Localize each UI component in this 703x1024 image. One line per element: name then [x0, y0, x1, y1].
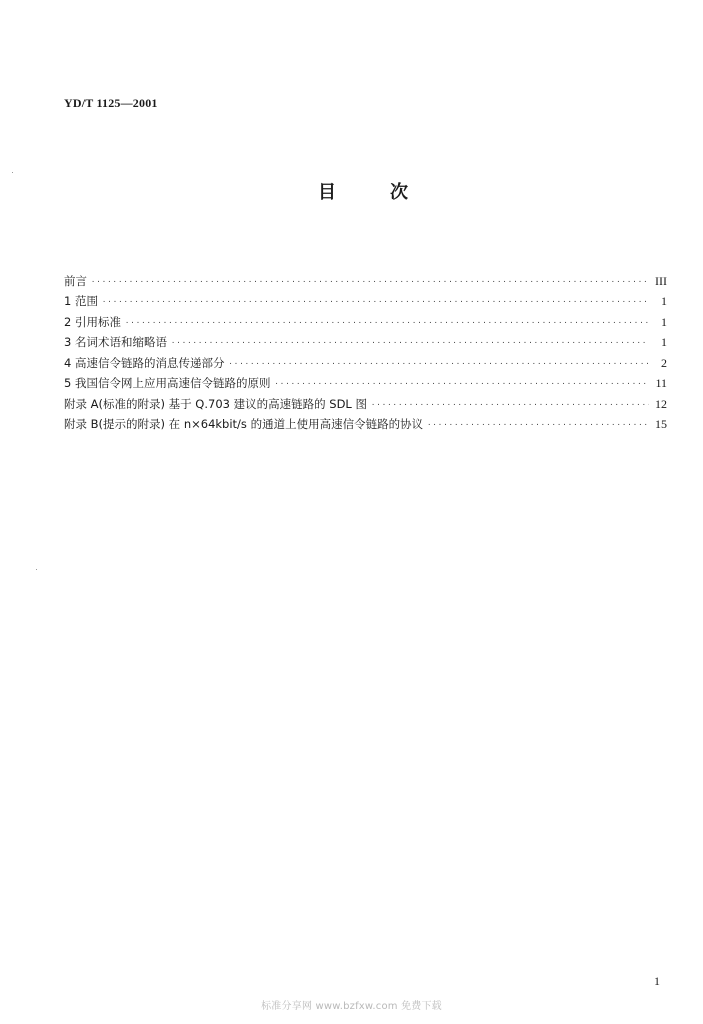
toc-entry-terms[interactable] — [64, 329, 667, 350]
toc-leader-dots — [125, 317, 649, 329]
toc-entry-label: 5 我国信令网上应用高速信令链路的原则 — [64, 376, 271, 390]
toc-leader-dots — [427, 419, 649, 431]
toc-entry-label: 1 范围 — [64, 294, 98, 308]
toc-entry-label: 3 名词术语和缩略语 — [64, 335, 167, 349]
watermark: 标准分享网 www.bzfxw.com 免费下载 — [261, 1001, 442, 1012]
page-number: 1 — [654, 974, 660, 988]
toc-entry-page: 1 — [661, 335, 667, 349]
scan-speck — [36, 569, 37, 570]
toc-entry-label: 4 高速信令链路的消息传递部分 — [64, 355, 225, 370]
toc-leader-dots — [91, 276, 649, 288]
toc-entry-label: 2 引用标准 — [64, 314, 121, 329]
toc-entry-page: 15 — [655, 417, 667, 431]
toc-entry-mtp[interactable] — [64, 349, 667, 370]
toc-entry-preface[interactable] — [64, 267, 667, 288]
toc-entry-scope[interactable] — [64, 288, 667, 309]
toc-entry-page: 2 — [661, 355, 667, 370]
toc-entry-label: 附录 B(提示的附录) 在 n×64kbit/s 的通道上使用高速信令链路的协议 — [64, 417, 424, 431]
toc-entry-page: 1 — [661, 314, 667, 329]
toc-entry-label: 附录 A(标准的附录) 基于 Q.703 建议的高速链路的 SDL 图 — [64, 396, 367, 411]
document-code: YD/T 1125—2001 — [64, 96, 158, 110]
toc-leader-dots — [171, 337, 649, 349]
toc-leader-dots — [274, 378, 649, 390]
toc-title-char-1: 目 — [318, 182, 336, 203]
toc-entry-appendix-a[interactable] — [64, 390, 667, 411]
toc-entry-page: 1 — [661, 294, 667, 308]
toc-entry-appendix-b[interactable] — [64, 411, 667, 432]
toc-title-char-2: 次 — [390, 182, 408, 203]
toc-entry-references[interactable] — [64, 308, 667, 329]
scan-speck — [12, 172, 13, 173]
toc-leader-dots — [371, 399, 649, 411]
toc-entry-page: III — [655, 273, 667, 288]
toc-entry-page: 11 — [655, 376, 667, 390]
toc-leader-dots — [228, 358, 649, 370]
toc-title — [318, 178, 408, 204]
toc-entry-principles[interactable] — [64, 370, 667, 391]
toc-entry-label: 前言 — [64, 273, 87, 288]
toc-entry-page: 12 — [655, 396, 667, 411]
toc-leader-dots — [102, 296, 649, 308]
table-of-contents — [64, 267, 667, 431]
